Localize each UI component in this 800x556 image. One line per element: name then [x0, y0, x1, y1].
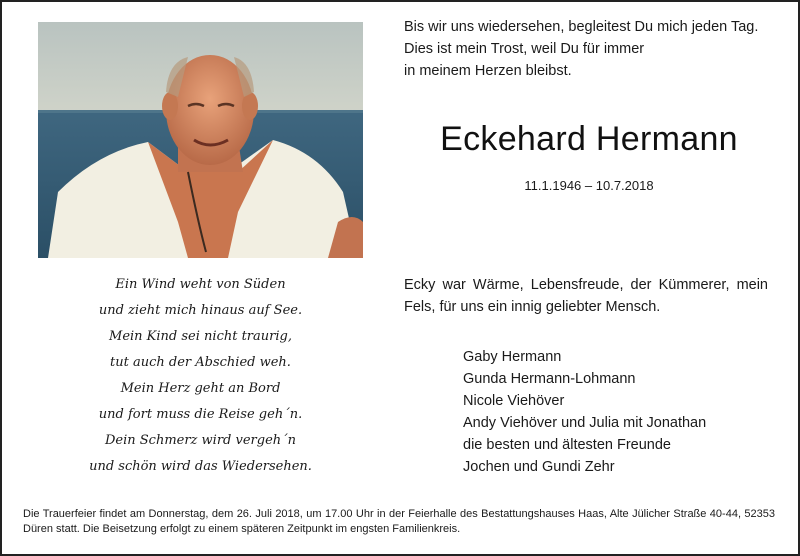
portrait-photo [38, 22, 363, 258]
verse-line: in meinem Herzen bleibst. [404, 63, 572, 79]
poem-line: Dein Schmerz wird vergeh´n [104, 433, 297, 448]
mourner: Andy Viehöver und Julia mit Jonathan [463, 415, 707, 431]
poem-line: Mein Herz geht an Bord [120, 381, 281, 396]
mourner: die besten und ältesten Freunde [463, 437, 671, 453]
mourner: Gaby Hermann [463, 349, 562, 365]
deceased-name: Eckehard Hermann [440, 120, 738, 158]
life-dates: 11.1.1946 – 10.7.2018 [524, 178, 654, 193]
farewell-poem [38, 272, 363, 480]
mourners-list [463, 346, 783, 478]
verse-line: Bis wir uns wiedersehen, begleitest Du mich jeden Tag. [404, 19, 759, 35]
poem-line: Ein Wind weht von Süden [115, 277, 286, 292]
portrait-image [38, 22, 363, 258]
poem-line: tut auch der Abschied weh. [110, 355, 291, 370]
tribute-text: Ecky war Wärme, Lebensfreude, der Kümmerer, mein Fels, für uns ein innig geliebter Mensch. [404, 277, 768, 315]
mourner: Nicole Viehöver [463, 393, 565, 409]
poem-line: und fort muss die Reise geh´n. [98, 407, 303, 422]
opening-verse [404, 16, 784, 82]
funeral-info: Die Trauerfeier findet am Donnerstag, dem 26. Juli 2018, um 17.00 Uhr in der Feierhalle des Bestattungshauses Haas, Alte Jülicher Straße 40-44, 52353 Düren statt. Die Beisetzung erfolgt zu einem späteren Zeitpunkt im engsten Familienkreis. [23, 508, 775, 535]
mourner: Jochen und Gundi Zehr [463, 459, 615, 475]
mourner: Gunda Hermann-Lohmann [463, 371, 636, 387]
verse-line: Dies ist mein Trost, weil Du für immer [404, 41, 645, 57]
poem-line: und zieht mich hinaus auf See. [98, 303, 303, 318]
poem-line: Mein Kind sei nicht traurig, [109, 329, 292, 344]
poem-line: und schön wird das Wiedersehen. [89, 459, 312, 474]
